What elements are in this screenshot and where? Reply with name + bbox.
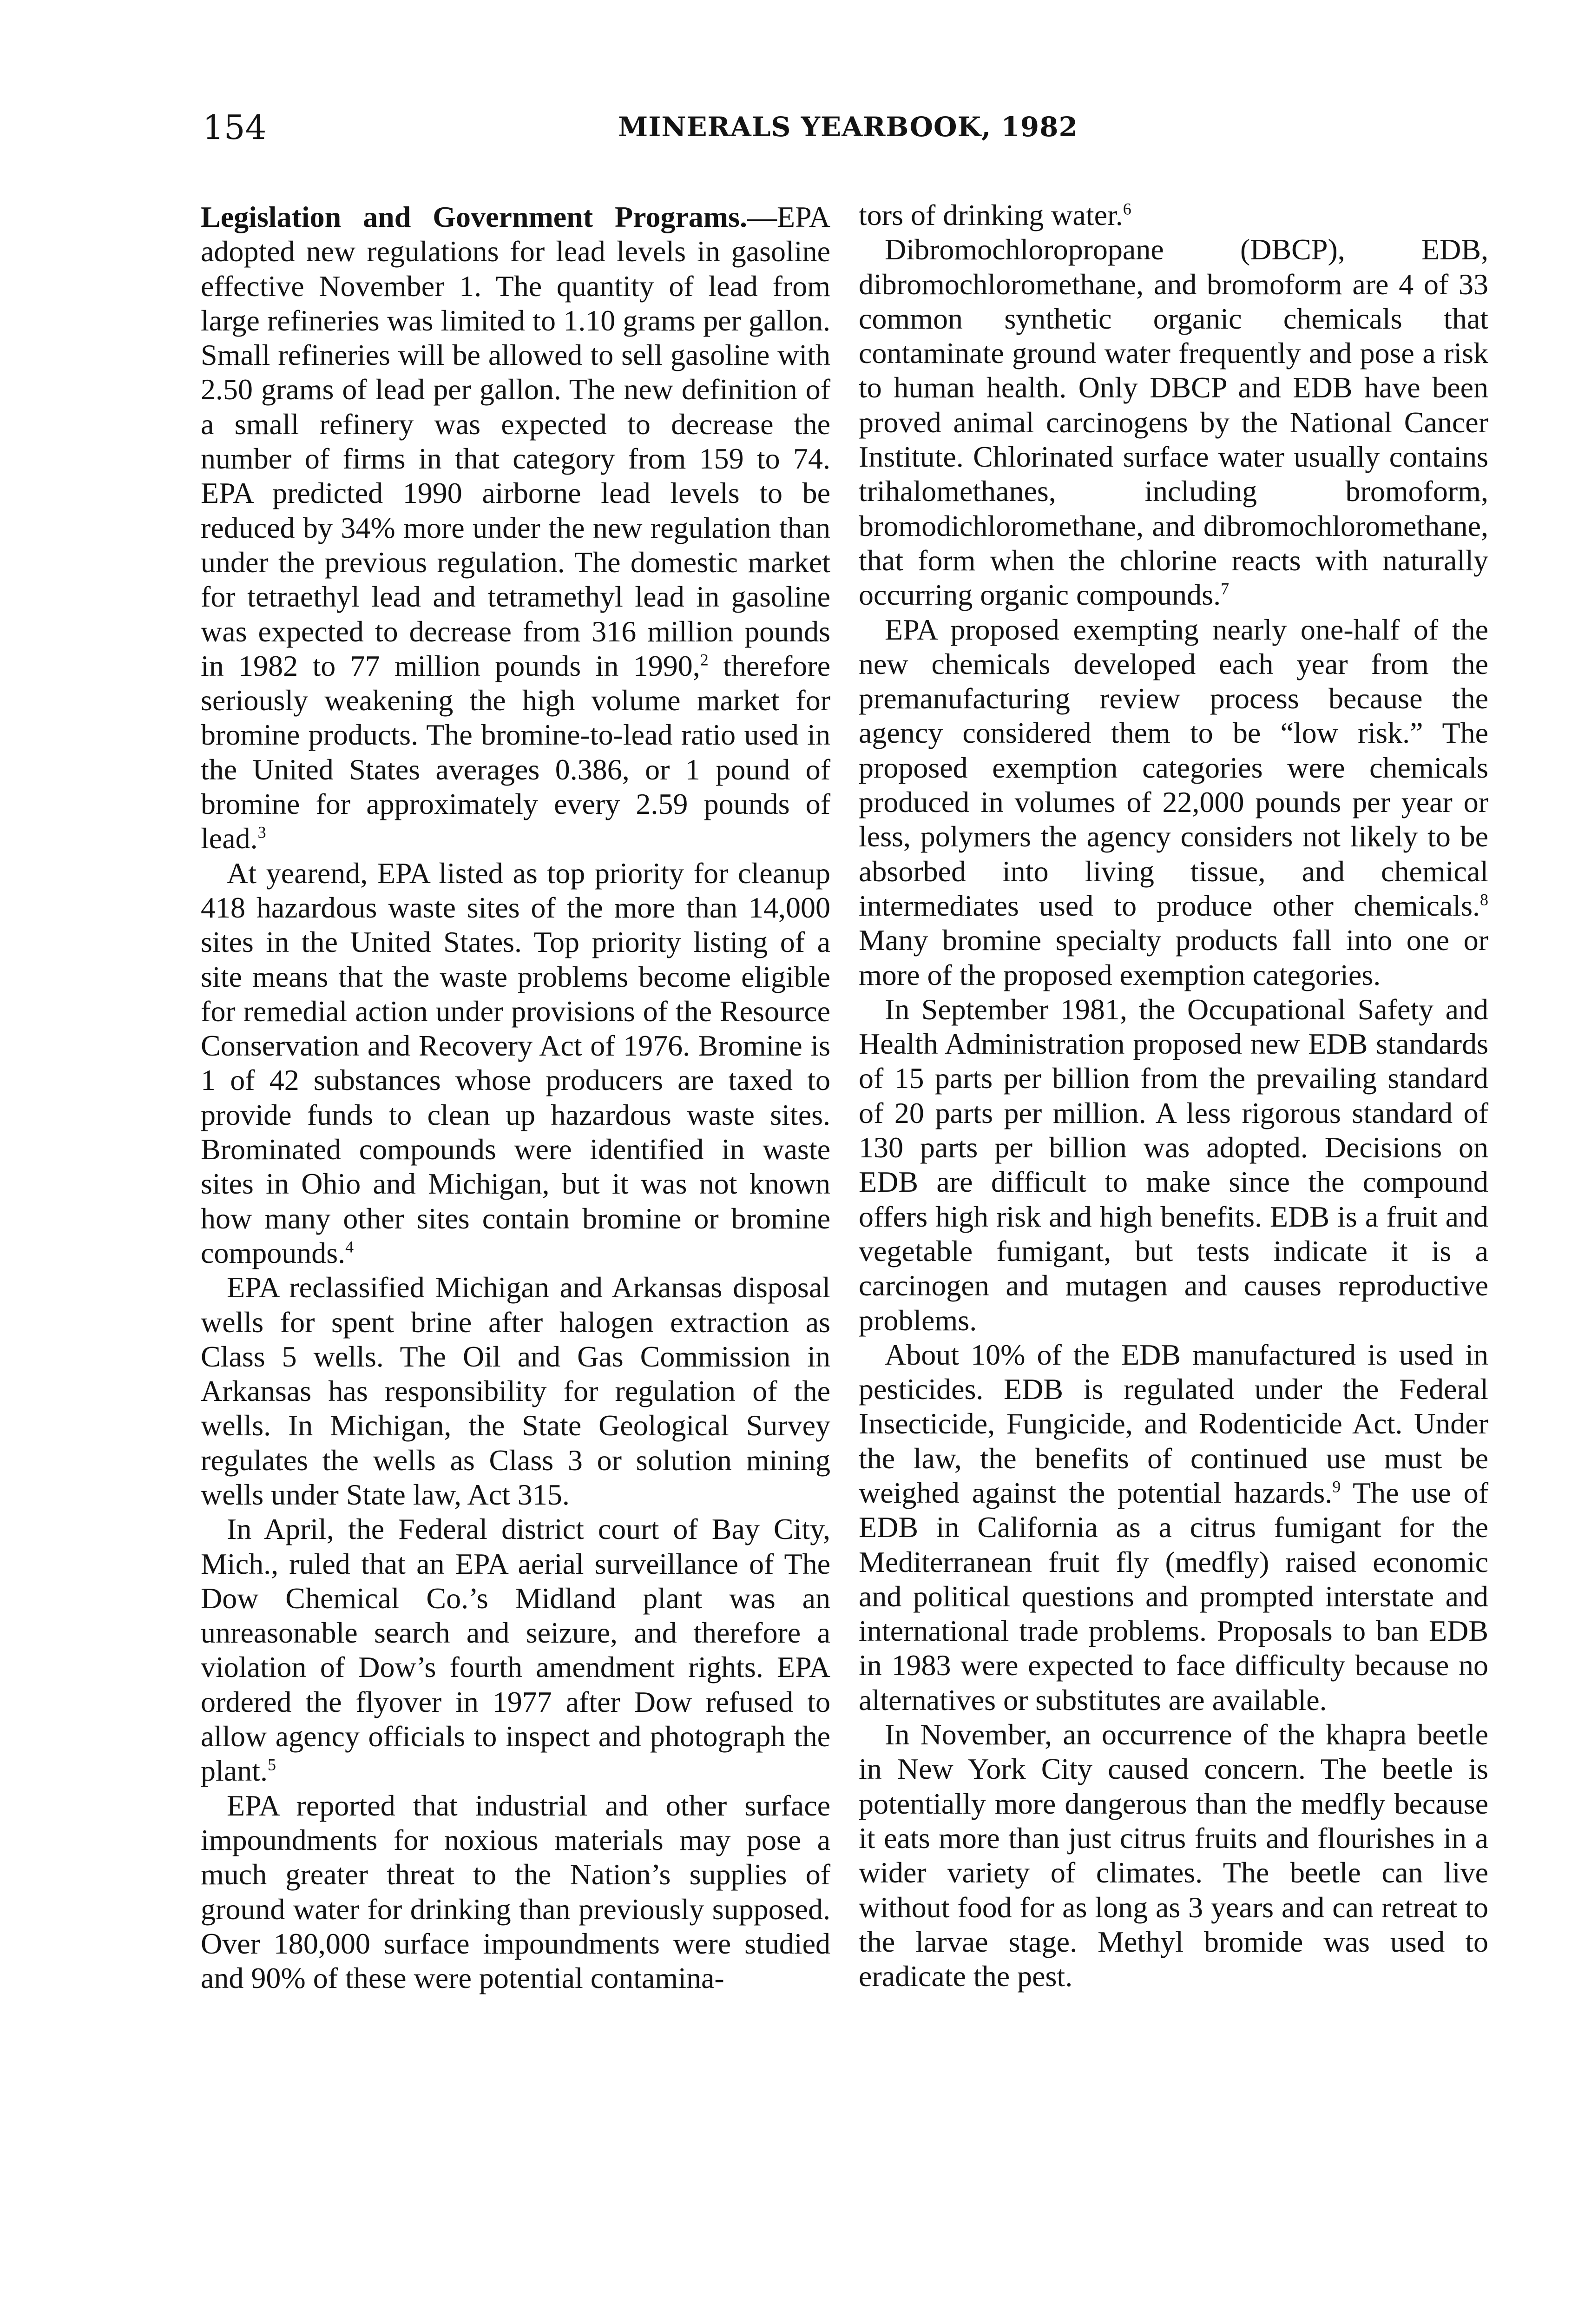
- paragraph-exemption: [859, 613, 1488, 992]
- footnote-ref: 3: [257, 823, 266, 842]
- paragraph-khapra-beetle: [859, 1717, 1488, 1994]
- paragraph-disposal-wells: [201, 1270, 830, 1512]
- paragraph-text: EPA reclassified Michigan and Arkansas disposal wells for spent brine after halogen extraction as Class 5 wells. The Oil and Gas Commission in Arkansas has responsibility for regulation of the wells. In Michigan, the State Geological Survey regulates the wells as Class 3 or solution mining wells under State law, Act 315.: [201, 1271, 830, 1511]
- footnote-ref: 5: [267, 1756, 276, 1775]
- paragraph-text: About 10% of the EDB manufactured is used in pesticides. EDB is regulated under the Federal Insecticide, Fungicide, and Rodenticide Act. Under the law, the benefits of continued use must be weighed against the potential hazards.: [859, 1338, 1488, 1509]
- footnote-ref: 6: [1123, 199, 1131, 218]
- footnote-ref: 9: [1332, 1477, 1341, 1496]
- paragraph-text: The use of EDB in California as a citrus fumigant for the Mediterranean fruit fly (medfly) raised economic and political questions and prompted interstate and international trade problems. Proposals to ban EDB in 1983 were expected to face difficulty because no alternatives or substitutes are available.: [859, 1476, 1489, 1717]
- running-title: MINERALS YEARBOOK, 1982: [618, 111, 1078, 143]
- footnote-ref: 7: [1221, 579, 1230, 598]
- section-heading: Legislation and Government Programs.: [201, 200, 747, 233]
- paragraph-text: tors of drinking water.: [859, 198, 1123, 231]
- paragraph-text: EPA proposed exempting nearly one-half of the new chemicals developed each year from the premanufacturing review process because the agency considered them to be “low risk.” The proposed exemption categories were chemicals produced in volumes of 22,000 pounds per year or less, polymers the agency considers not likely to be absorbed into living tissue, and chemical intermediates used to produce other chemicals.: [859, 613, 1488, 922]
- paragraph-text: Dibromochloropropane (DBCP), EDB, dibromochloromethane, and bromoform are 4 of 33 common synthetic organic chemicals that contaminate ground water frequently and pose a risk to human health. Only DBCP and EDB have been proved animal carcinogens by the National Cancer Institute. Chlorinated surface water usually contains trihalomethanes, including bromoform, bromodichloromethane, and dibromochloromethane, that form when the chlorine reacts with naturally occurring organic compounds.: [859, 233, 1488, 612]
- paragraph-text: Many bromine specialty products fall into one or more of the proposed exemption categories.: [859, 924, 1488, 991]
- footnote-ref: 8: [1480, 890, 1488, 909]
- paragraph-hazardous-waste: [201, 856, 830, 1271]
- paragraph-osha-edb: [859, 992, 1488, 1338]
- paragraph-legislation: [201, 200, 830, 856]
- right-column: [859, 198, 1488, 1994]
- paragraph-text: —EPA adopted new regulations for lead levels in gasoline effective November 1. The quantity of lead from large refineries was limited to 1.10 grams per gallon. Small refineries will be allowed to sell gasoline with 2.50 grams of lead per gallon. The new definition of a small refinery was expected to decrease the number of firms in that category from 159 to 74. EPA predicted 1990 airborne lead levels to be reduced by 34% more under the new regulation than under the previous regulation. The domestic market for tetraethyl lead and tetramethyl lead in gasoline was expected to decrease from 316 million pounds in 1982 to 77 million pounds in 1990,: [201, 200, 830, 682]
- paragraph-text: In September 1981, the Occupational Safety and Health Administration proposed new EDB standards of 15 parts per billion from the prevailing standard of 20 parts per million. A less rigorous standard of 130 parts per billion was adopted. Decisions on EDB are difficult to make since the compound offers high risk and high benefits. EDB is a fruit and vegetable fumigant, but tests indicate it is a carcinogen and mutagen and causes reproductive problems.: [859, 992, 1488, 1337]
- page-number: 154: [203, 108, 267, 147]
- paragraph-continuation: [859, 198, 1488, 232]
- left-column: [201, 200, 830, 1995]
- footnote-ref: 4: [345, 1237, 354, 1256]
- paragraph-dbcp: [859, 232, 1488, 612]
- paragraph-text: In April, the Federal district court of Bay City, Mich., ruled that an EPA aerial surveillance of The Dow Chemical Co.’s Midland plant was an unreasonable search and seizure, and therefore a violation of Dow’s fourth amendment rights. EPA ordered the flyover in 1977 after Dow refused to allow agency officials to inspect and photograph the plant.: [201, 1512, 830, 1788]
- footnote-ref: 2: [700, 650, 709, 669]
- paragraph-text: EPA reported that industrial and other surface impoundments for noxious materials may pose a much greater threat to the Nation’s supplies of ground water for drinking than previously supposed. Over 180,000 surface impoundments were studied and 90% of these were potential contamina-: [201, 1789, 830, 1995]
- paragraph-edb-pesticides: [859, 1338, 1488, 1717]
- paragraph-text: At yearend, EPA listed as top priority for cleanup 418 hazardous waste sites of the more than 14,000 sites in the United States. Top priority listing of a site means that the waste problems become eligible for remedial action under provisions of the Resource Conservation and Recovery Act of 1976. Bromine is 1 of 42 substances whose producers are taxed to provide funds to clean up hazardous waste sites. Brominated compounds were identified in waste sites in Ohio and Michigan, but it was not known how many other sites contain bromine or bromine compounds.: [201, 856, 830, 1269]
- paragraph-surface-impoundments: [201, 1789, 830, 1996]
- paragraph-dow-surveillance: [201, 1512, 830, 1788]
- paragraph-text: therefore seriously weakening the high volume market for bromine products. The bromine-to-lead ratio used in the United States averages 0.386, or 1 pound of bromine for approximately every 2.59 pounds of lead.: [201, 649, 831, 855]
- paragraph-text: In November, an occurrence of the khapra beetle in New York City caused concern. The beetle is potentially more dangerous than the medfly because it eats more than just citrus fruits and flourishes in a wider variety of climates. The beetle can live without food for as long as 3 years and can retreat to the larvae stage. Methyl bromide was used to eradicate the pest.: [859, 1718, 1488, 1993]
